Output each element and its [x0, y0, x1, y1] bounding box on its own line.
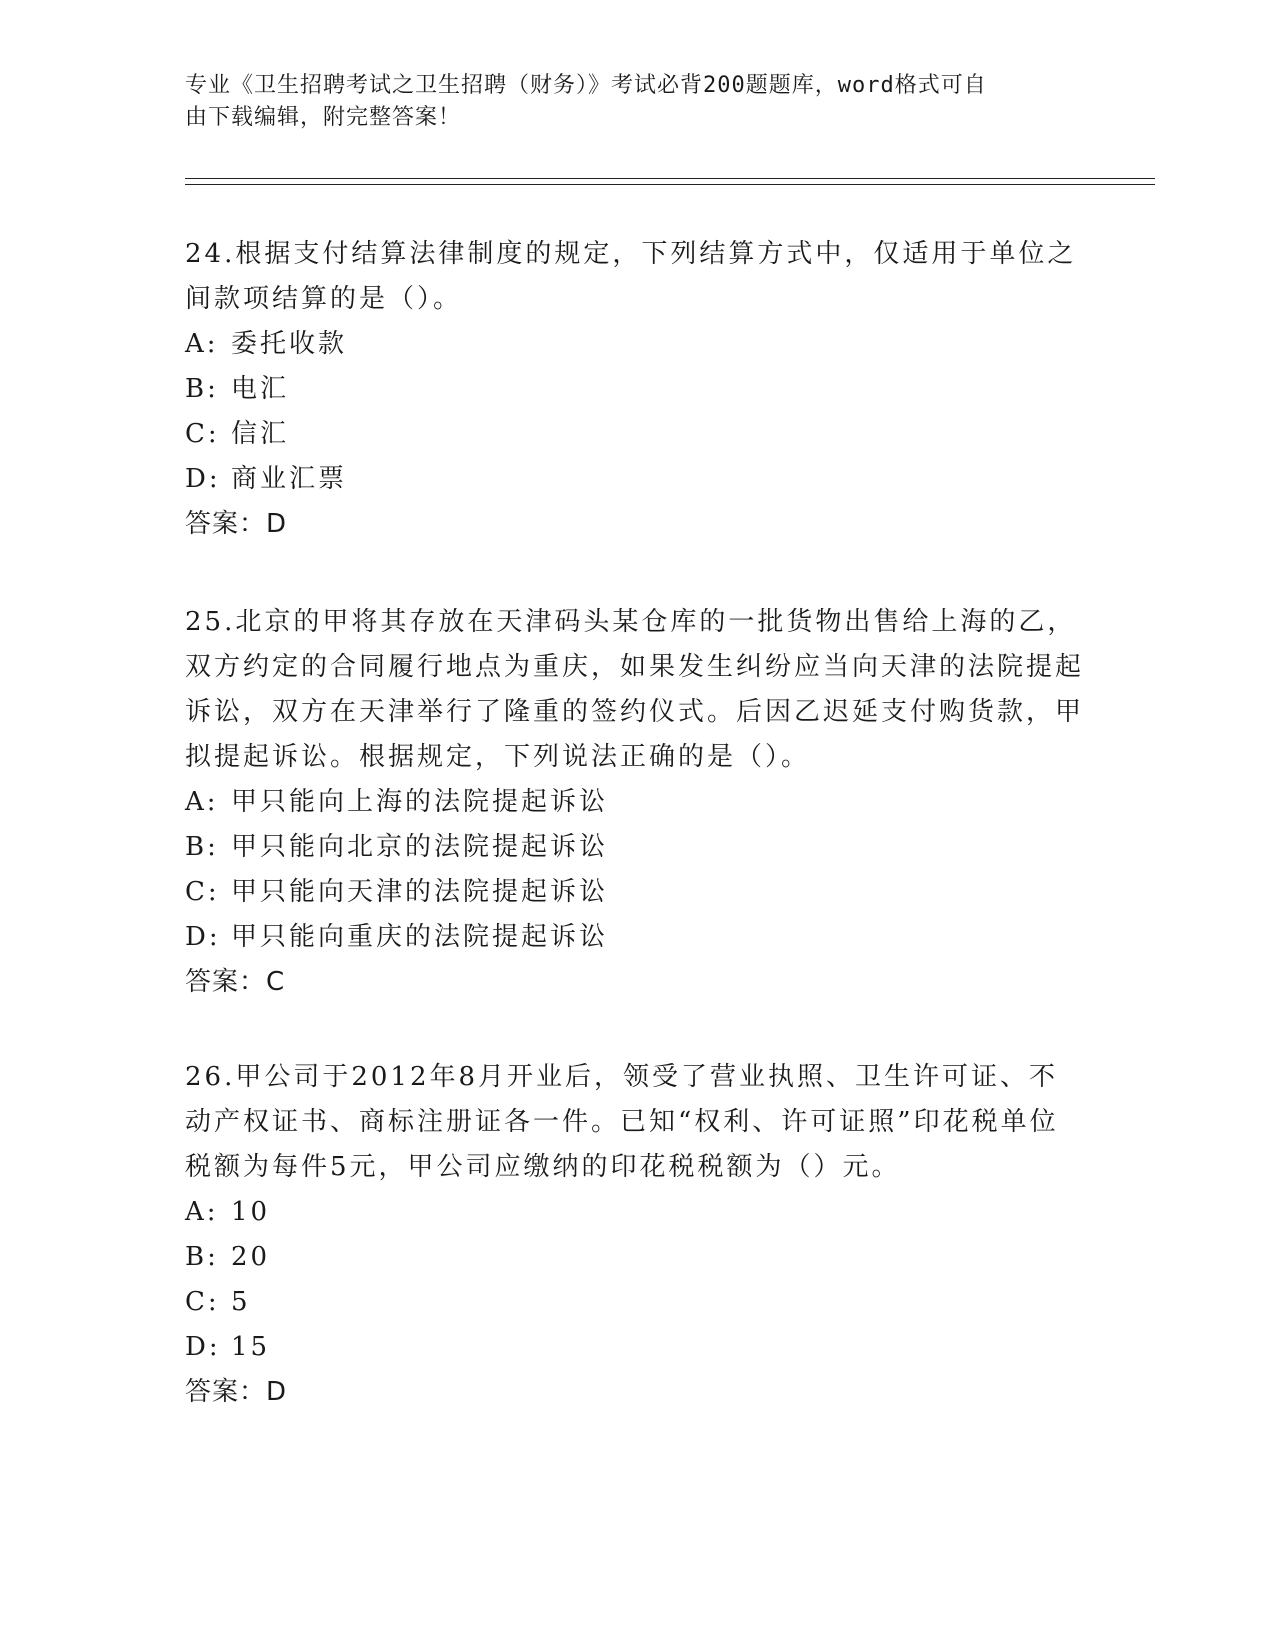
option-c	[185, 1280, 1085, 1325]
option-text: 甲只能向上海的法院提起诉讼	[231, 787, 609, 817]
option-text: 信汇	[231, 419, 290, 449]
option-text: 甲只能向北京的法院提起诉讼	[231, 832, 609, 862]
option-c	[185, 870, 1085, 915]
option-letter: A:	[185, 329, 219, 359]
option-text: 15	[231, 1332, 271, 1362]
option-text: 电汇	[231, 374, 290, 404]
header-line-2: 由下载编辑，附完整答案！	[185, 105, 462, 130]
option-text: 甲只能向重庆的法院提起诉讼	[231, 922, 609, 952]
question-26	[185, 1055, 1085, 1415]
option-d	[185, 915, 1085, 960]
option-c	[185, 412, 1085, 457]
question-24	[185, 232, 1085, 547]
question-stem: 24.根据支付结算法律制度的规定，下列结算方式中，仅适用于单位之间款项结算的是（）。	[185, 239, 1077, 314]
option-a	[185, 1190, 1085, 1235]
option-a	[185, 322, 1085, 367]
question-stem: 25.北京的甲将其存放在天津码头某仓库的一批货物出售给上海的乙，双方约定的合同履行地点为重庆，如果发生纠纷应当向天津的法院提起诉讼，双方在天津举行了隆重的签约仪式。后因乙迟延支付购货款，甲拟提起诉讼。根据规定，下列说法正确的是（）。	[185, 607, 1085, 772]
document-header	[185, 70, 1075, 134]
option-b	[185, 825, 1085, 870]
option-letter: B:	[185, 1242, 219, 1272]
header-line-1: 专业《卫生招聘考试之卫生招聘（财务）》考试必背200题题库，word格式可自	[185, 73, 987, 98]
option-letter: D:	[185, 464, 221, 494]
option-letter: B:	[185, 832, 219, 862]
question-25	[185, 600, 1085, 1005]
option-letter: D:	[185, 922, 221, 952]
option-b	[185, 367, 1085, 412]
option-text: 5	[231, 1287, 251, 1317]
header-divider-bottom	[185, 184, 1155, 185]
answer-line: 答案：C	[185, 967, 286, 997]
option-letter: D:	[185, 1332, 221, 1362]
option-letter: A:	[185, 1197, 219, 1227]
option-text: 10	[231, 1197, 271, 1227]
option-text: 20	[231, 1242, 271, 1272]
option-letter: A:	[185, 787, 219, 817]
option-text: 委托收款	[231, 329, 348, 359]
option-text: 商业汇票	[231, 464, 348, 494]
question-stem: 26.甲公司于2012年8月开业后，领受了营业执照、卫生许可证、不动产权证书、商标注册证各一件。已知“权利、许可证照”印花税单位税额为每件5元，甲公司应缴纳的印花税税额为（）元。	[185, 1062, 1059, 1182]
header-divider-top	[185, 178, 1155, 179]
option-letter: C:	[185, 1287, 220, 1317]
option-d	[185, 457, 1085, 502]
option-letter: C:	[185, 419, 220, 449]
option-letter: B:	[185, 374, 219, 404]
option-text: 甲只能向天津的法院提起诉讼	[231, 877, 609, 907]
option-b	[185, 1235, 1085, 1280]
option-d	[185, 1325, 1085, 1370]
option-letter: C:	[185, 877, 220, 907]
answer-line: 答案：D	[185, 1377, 288, 1407]
answer-line: 答案：D	[185, 509, 288, 539]
option-a	[185, 780, 1085, 825]
